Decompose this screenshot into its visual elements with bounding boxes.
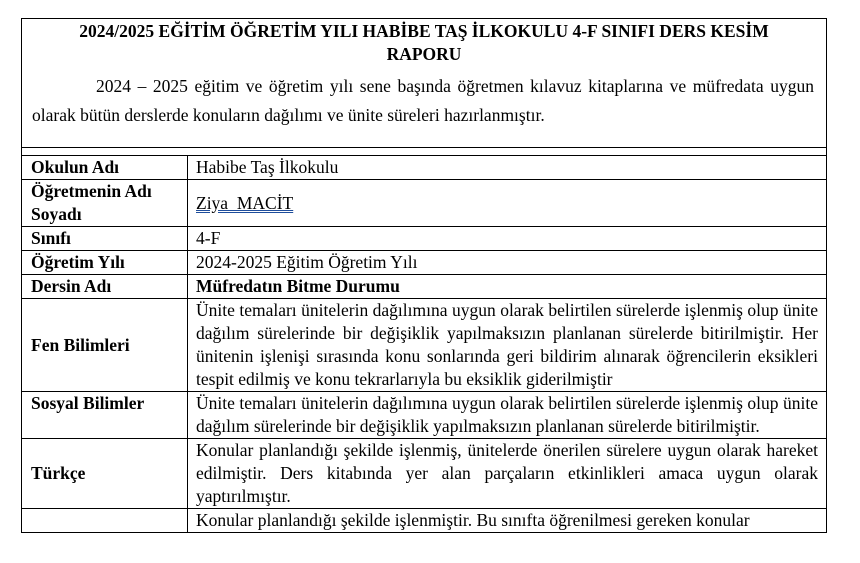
table-row (22, 275, 826, 299)
table-row (22, 509, 826, 533)
teacher-value-cell (188, 180, 827, 227)
course-status: Ünite temaları ünitelerin dağılımına uygun olarak belirtilen sürelerde işlenmiş olup ünite dağılım sürelerinde bir değişiklik yapılmaksızın planlanan sürelerde bitirilmiştir. (188, 392, 827, 439)
table-row (22, 180, 826, 227)
course-name: Fen Bilimleri (22, 299, 188, 392)
year-label: Öğretim Yılı (22, 251, 188, 275)
class-value: 4-F (188, 227, 827, 251)
table-row (22, 227, 826, 251)
course-label: Dersin Adı (22, 275, 188, 299)
course-name: Sosyal Bilimler (22, 392, 188, 439)
report-intro: 2024 – 2025 eğitim ve öğretim yılı sene başında öğretmen kılavuz kitaplarına ve müfredata uygun olarak bütün derslerde konuların dağılımı ve ünite süreleri hazırlanmıştır. (32, 76, 814, 125)
school-value: Habibe Taş İlkokulu (188, 156, 827, 180)
table-row (22, 299, 826, 392)
course-status: Ünite temaları ünitelerin dağılımına uygun olarak belirtilen sürelerde işlenmiş olup ünite dağılım sürelerinde bir değişiklik yapılmaksızın planlanan sürelerde bitirilmiştir. Her ünitenin işlenişi sırasında konu sonlarında geri bildirim alınarak öğrencilerin eksikleri tespit edilmiş ve konu tekrarlarıyla bu eksiklik giderilmiştir (188, 299, 827, 392)
report-table (22, 155, 826, 533)
teacher-value: Ziya MACİT (196, 192, 294, 213)
year-value: 2024-2025 Eğitim Öğretim Yılı (188, 251, 827, 275)
table-row (22, 439, 826, 509)
course-status: Konular planlandığı şekilde işlenmiştir. Bu sınıfta öğrenilmesi gereken konular (188, 509, 827, 533)
course-name (22, 509, 188, 533)
report-title: 2024/2025 EĞİTİM ÖĞRETİM YILI HABİBE TAŞ İLKOKULU 4-F SINIFI DERS KESİM RAPORU (79, 21, 769, 64)
school-label: Okulun Adı (22, 156, 188, 180)
table-row (22, 392, 826, 439)
table-row (22, 251, 826, 275)
report-document (21, 18, 827, 533)
report-header (22, 19, 826, 148)
course-name: Türkçe (22, 439, 188, 509)
course-value: Müfredatın Bitme Durumu (188, 275, 827, 299)
table-row (22, 156, 826, 180)
course-status: Konular planlandığı şekilde işlenmiş, ünitelerde önerilen sürelere uygun olarak hareket edilmiştir. Ders kitabında yer alan parçaların etkinlikleri amaca uygun olarak yaptırılmıştır. (188, 439, 827, 509)
teacher-label: Öğretmenin Adı Soyadı (22, 180, 188, 227)
class-label: Sınıfı (22, 227, 188, 251)
